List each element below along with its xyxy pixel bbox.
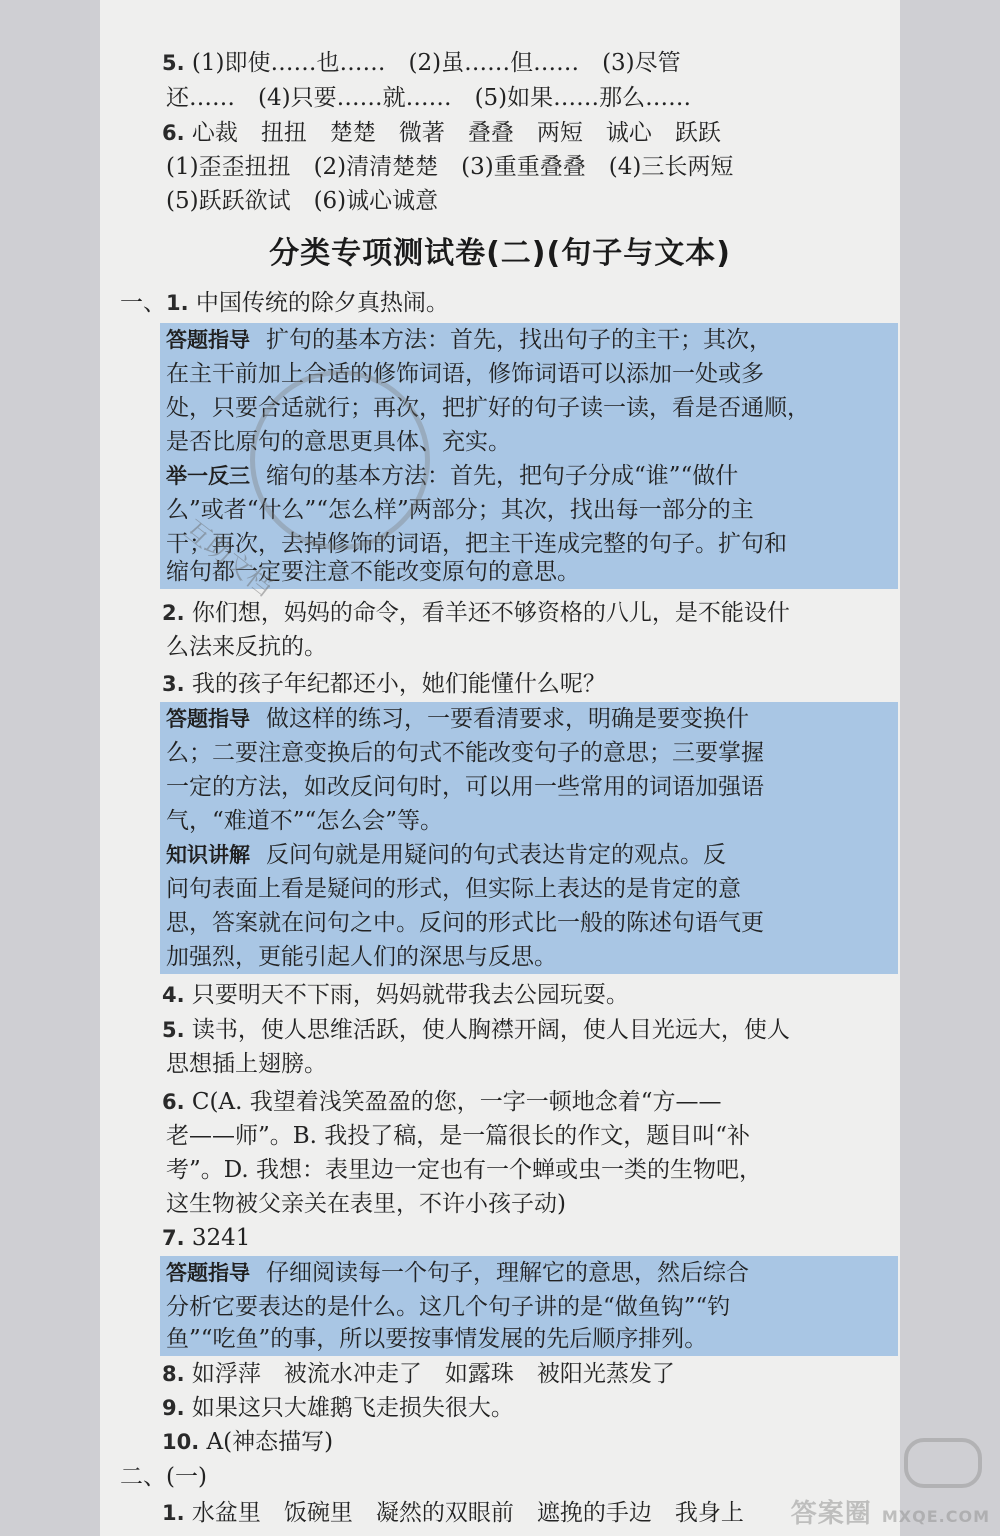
guide-tag: 答题指导 (166, 328, 250, 352)
box1-line: 处，只要合适就行；再次，把扩好的句子读一读，看是否通顺， (166, 395, 810, 421)
box2-line: 加强烈，更能引起人们的深思与反思。 (166, 944, 557, 970)
watermark-logo-icon (904, 1438, 982, 1488)
question-1: 一、1. 中国传统的除夕真热闹。 (120, 290, 449, 316)
box1-line: 答题指导 扩句的基本方法：首先，找出句子的主干；其次， (166, 327, 772, 353)
stamp-text: 互助文档 (177, 514, 279, 603)
answer-line-5a: 5. (1)即使……也…… (2)虽……但…… (3)尽管 (162, 50, 681, 76)
box1-line: 举一反三 缩句的基本方法：首先，把句子分成“谁”“做什 (166, 463, 739, 489)
box1-line: 是否比原句的意思更具体、充实。 (166, 429, 511, 455)
question-7: 7. 3241 (162, 1225, 251, 1251)
question-6-cont: 这生物被父亲关在表里，不许小孩子动) (166, 1191, 566, 1217)
question-6-cont: 考”。D. 我想：表里边一定也有一个蝉或虫一类的生物吧， (166, 1157, 763, 1183)
answer-line-5b: 还…… (4)只要……就…… (5)如果……那么…… (166, 85, 692, 111)
box2-line: 思，答案就在问句之中。反问的形式比一般的陈述句语气更 (166, 910, 764, 936)
answer-line-6b: (1)歪歪扭扭 (2)清清楚楚 (3)重重叠叠 (4)三长两短 (166, 154, 734, 180)
answer-line-6c: (5)跃跃欲试 (6)诚心诚意 (166, 188, 439, 214)
box3-line: 分析它要表达的是什么。这几个句子讲的是“做鱼钩”“钓 (166, 1294, 731, 1320)
box3-line: 鱼”“吃鱼”的事，所以要按事情发展的先后顺序排列。 (166, 1326, 708, 1352)
box1-line: 缩句都一定要注意不能改变原句的意思。 (166, 559, 580, 585)
box2-line: 知识讲解 反问句就是用疑问的句式表达肯定的观点。反 (166, 842, 726, 868)
section-title: 分类专项测试卷(二)(句子与文本) (269, 236, 731, 271)
question-3: 3. 我的孩子年纪都还小，她们能懂什么呢？ (162, 671, 606, 697)
question-10: 10. A(神态描写) (162, 1429, 334, 1455)
box2-line: 么；二要注意变换后的句式不能改变句子的意思；三要掌握 (166, 740, 764, 766)
box1-line: 在主干前加上合适的修饰词语，修饰词语可以添加一处或多 (166, 361, 764, 387)
example-tag: 举一反三 (166, 464, 250, 488)
box2-line: 气，“难道不”“怎么会”等。 (166, 808, 444, 834)
question-8: 8. 如浮萍 被流水冲走了 如露珠 被阳光蒸发了 (162, 1361, 675, 1387)
box2-line: 答题指导 做这样的练习，一要看清要求，明确是要变换什 (166, 706, 749, 732)
watermark-text: 答案圈 MXQE.COM (790, 1499, 990, 1529)
box2-line: 一定的方法，如改反问句时，可以用一些常用的词语加强语 (166, 774, 764, 800)
question-5: 5. 读书，使人思维活跃，使人胸襟开阔，使人目光远大，使人 (162, 1017, 790, 1043)
knowledge-tag: 知识讲解 (166, 843, 250, 867)
section-2-heading: 二、(一) (120, 1464, 207, 1490)
answer-line-6a: 6. 心裁 扭扭 楚楚 微著 叠叠 两短 诚心 跃跃 (162, 120, 721, 146)
question-9: 9. 如果这只大雄鹅飞走损失很大。 (162, 1395, 514, 1421)
box1-line: 么”或者“什么”“怎么样”两部分；其次，找出每一部分的主 (166, 497, 754, 523)
question-6-cont: 老——师”。B. 我投了稿，是一篇很长的作文，题目叫“补 (166, 1123, 751, 1149)
explanation-box-3 (160, 1256, 898, 1356)
box3-line: 答题指导 仔细阅读每一个句子，理解它的意思，然后综合 (166, 1260, 749, 1286)
question-5-cont: 思想插上翅膀。 (166, 1051, 327, 1077)
question-4: 4. 只要明天不下雨，妈妈就带我去公园玩耍。 (162, 982, 629, 1008)
guide-tag: 答题指导 (166, 707, 250, 731)
guide-tag: 答题指导 (166, 1261, 250, 1285)
box1-line: 干；再次，去掉修饰的词语，把主干连成完整的句子。扩句和 (166, 531, 787, 557)
document-page (100, 0, 900, 1536)
question-2-cont: 么法来反抗的。 (166, 634, 327, 660)
question-6: 6. C(A. 我望着浅笑盈盈的您，一字一顿地念着“方—— (162, 1089, 722, 1115)
explanation-box-2 (160, 702, 898, 974)
question-2: 2. 你们想，妈妈的命令，看羊还不够资格的八儿，是不能设什 (162, 600, 790, 626)
box2-line: 问句表面上看是疑问的形式，但实际上表达的是肯定的意 (166, 876, 741, 902)
section-2-question-1: 1. 水盆里 饭碗里 凝然的双眼前 遮挽的手边 我身上 (162, 1500, 744, 1526)
stamp-seal (250, 370, 430, 550)
